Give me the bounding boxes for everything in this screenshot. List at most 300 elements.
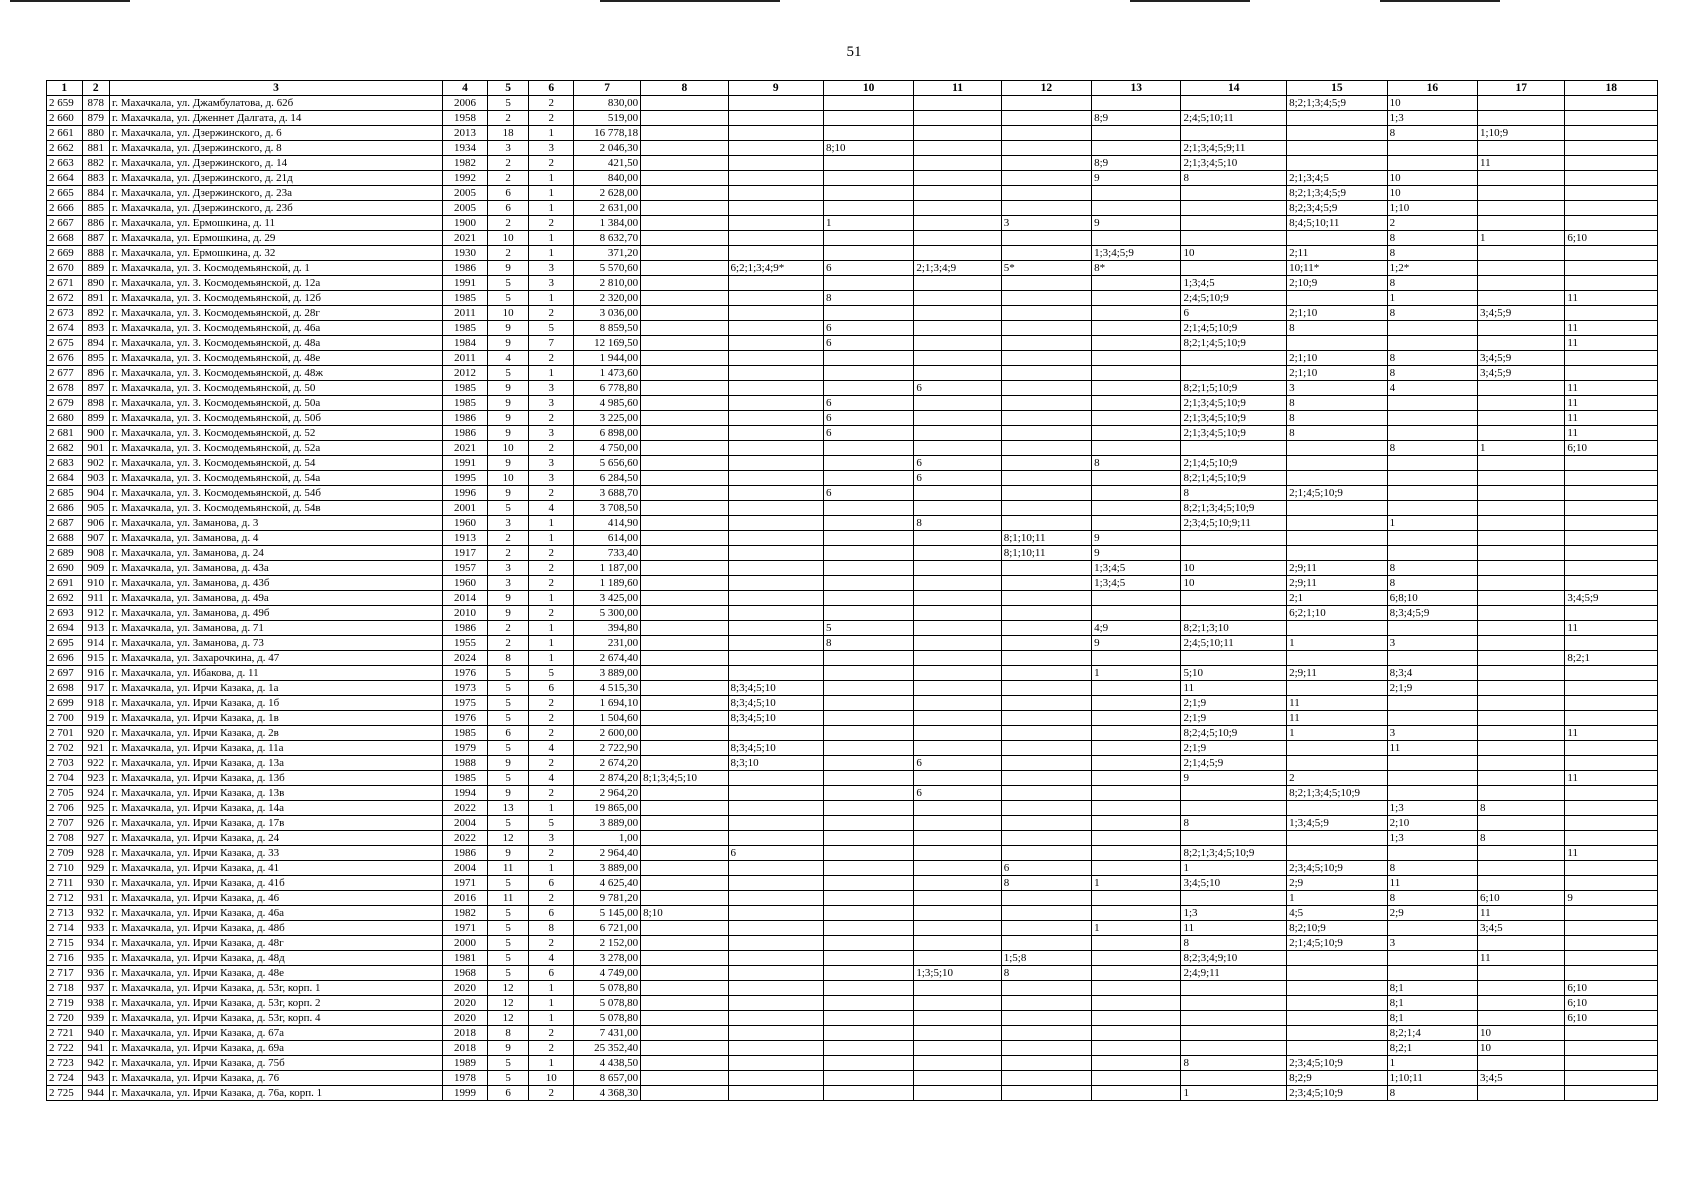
table-cell: 3;4;5;10 (1181, 876, 1287, 891)
table-cell: 8;2;1;5;10;9 (1181, 381, 1287, 396)
table-cell (1092, 906, 1181, 921)
table-cell: 1975 (443, 696, 488, 711)
table-cell: 12 (487, 996, 529, 1011)
table-cell: 8 (1181, 486, 1287, 501)
table-row (47, 276, 1658, 291)
table-cell: 5 (823, 621, 913, 636)
table-cell: 894 (82, 336, 109, 351)
table-cell: 936 (82, 966, 109, 981)
table-cell: 13 (487, 801, 529, 816)
table-cell: 2;1 (1287, 591, 1388, 606)
table-cell (641, 141, 728, 156)
table-cell (1565, 471, 1658, 486)
table-cell (914, 636, 1001, 651)
table-cell: 2 (529, 441, 574, 456)
table-cell (1001, 936, 1091, 951)
table-cell (1478, 246, 1565, 261)
table-cell: 8 (1287, 321, 1388, 336)
table-cell (641, 531, 728, 546)
table-cell (1001, 156, 1091, 171)
table-cell (641, 411, 728, 426)
table-cell: 4;9 (1092, 621, 1181, 636)
table-cell: 3 278,00 (574, 951, 641, 966)
table-cell: 10 (487, 306, 529, 321)
table-cell (728, 381, 823, 396)
table-cell (1478, 786, 1565, 801)
table-cell (641, 231, 728, 246)
table-cell (1092, 996, 1181, 1011)
table-cell (1092, 126, 1181, 141)
table-cell (1287, 621, 1388, 636)
table-cell: 2005 (443, 201, 488, 216)
table-cell (1565, 876, 1658, 891)
table-cell (1181, 126, 1287, 141)
table-cell: г. Махачкала, ул. Дзержинского, д. 14 (109, 156, 442, 171)
table-cell: 2 320,00 (574, 291, 641, 306)
column-header: 5 (487, 81, 529, 96)
table-cell: 915 (82, 651, 109, 666)
table-cell (641, 396, 728, 411)
table-cell (823, 246, 913, 261)
column-header: 7 (574, 81, 641, 96)
table-cell (728, 96, 823, 111)
table-cell (1287, 516, 1388, 531)
table-cell: 1900 (443, 216, 488, 231)
table-row (47, 786, 1658, 801)
table-cell (914, 681, 1001, 696)
table-cell: г. Махачкала, ул. Захарочкина, д. 47 (109, 651, 442, 666)
table-cell (1565, 1041, 1658, 1056)
table-cell (1001, 996, 1091, 1011)
table-cell (914, 1041, 1001, 1056)
table-cell (823, 111, 913, 126)
table-cell: 1985 (443, 726, 488, 741)
table-cell (641, 1026, 728, 1041)
table-row (47, 171, 1658, 186)
table-cell: 1 189,60 (574, 576, 641, 591)
table-cell: 3;4;5 (1478, 921, 1565, 936)
table-row (47, 606, 1658, 621)
table-cell (1565, 1071, 1658, 1086)
table-cell (1001, 906, 1091, 921)
table-cell (1001, 201, 1091, 216)
table-cell (1478, 456, 1565, 471)
table-cell (823, 666, 913, 681)
table-cell (641, 126, 728, 141)
table-cell (1478, 471, 1565, 486)
table-cell: 2018 (443, 1026, 488, 1041)
table-cell: 2 722,90 (574, 741, 641, 756)
table-cell (1387, 456, 1477, 471)
table-cell (823, 771, 913, 786)
column-header: 10 (823, 81, 913, 96)
table-cell (823, 441, 913, 456)
table-cell (1092, 306, 1181, 321)
table-cell: 3 (487, 561, 529, 576)
table-cell: 19 865,00 (574, 801, 641, 816)
table-cell: 1978 (443, 1071, 488, 1086)
table-row (47, 1056, 1658, 1071)
table-cell: 2 687 (47, 516, 83, 531)
table-row (47, 861, 1658, 876)
table-cell: 1 944,00 (574, 351, 641, 366)
table-cell: 11 (1565, 726, 1658, 741)
table-cell (823, 276, 913, 291)
table-cell (641, 816, 728, 831)
table-cell (1181, 891, 1287, 906)
table-cell: 1 473,60 (574, 366, 641, 381)
table-cell: 1 (529, 651, 574, 666)
table-cell: 2 668 (47, 231, 83, 246)
table-cell (641, 831, 728, 846)
table-cell: 371,20 (574, 246, 641, 261)
table-cell: 6 (823, 396, 913, 411)
table-cell: 2 (529, 411, 574, 426)
table-cell (823, 696, 913, 711)
table-cell (1387, 756, 1477, 771)
table-cell: г. Махачкала, ул. Ирчи Казака, д. 48б (109, 921, 442, 936)
table-cell: 7 (529, 336, 574, 351)
table-cell: 2;1;9 (1387, 681, 1477, 696)
table-cell: 9 (487, 786, 529, 801)
column-header: 1 (47, 81, 83, 96)
table-cell: 2 711 (47, 876, 83, 891)
table-cell (1565, 126, 1658, 141)
table-cell: г. Махачкала, ул. З. Космодемьянской, д. 52 (109, 426, 442, 441)
table-cell: 8;4;5;10;11 (1287, 216, 1388, 231)
table-cell (1001, 111, 1091, 126)
table-cell: 1960 (443, 516, 488, 531)
table-cell: 9 (487, 426, 529, 441)
table-cell (823, 741, 913, 756)
table-cell: 2 722 (47, 1041, 83, 1056)
table-cell (1387, 396, 1477, 411)
table-cell (1001, 1026, 1091, 1041)
table-cell: 1985 (443, 291, 488, 306)
table-cell: г. Махачкала, ул. Заманова, д. 43а (109, 561, 442, 576)
table-cell: 11 (1565, 846, 1658, 861)
table-cell (914, 291, 1001, 306)
table-cell (1387, 411, 1477, 426)
table-row (47, 201, 1658, 216)
table-cell (914, 546, 1001, 561)
table-cell: г. Махачкала, ул. З. Космодемьянской, д. 48а (109, 336, 442, 351)
table-cell: 940 (82, 1026, 109, 1041)
table-cell: 891 (82, 291, 109, 306)
table-cell (1387, 846, 1477, 861)
table-cell (914, 486, 1001, 501)
table-cell: 6 (487, 726, 529, 741)
table-cell: 1 187,00 (574, 561, 641, 576)
table-cell (1092, 981, 1181, 996)
table-cell: 8;3;4;5;9 (1387, 606, 1477, 621)
table-cell: 1;10;9 (1478, 126, 1565, 141)
table-cell: 2000 (443, 936, 488, 951)
table-cell: 1 (1387, 1056, 1477, 1071)
table-cell: 878 (82, 96, 109, 111)
table-cell (914, 1026, 1001, 1041)
table-cell (1181, 651, 1287, 666)
table-cell: 2 713 (47, 906, 83, 921)
table-cell (1092, 861, 1181, 876)
table-cell: 2;4;5;10;11 (1181, 111, 1287, 126)
table-cell: г. Махачкала, ул. Дзержинского, д. 23а (109, 186, 442, 201)
table-cell (1001, 486, 1091, 501)
table-cell: 6 (728, 846, 823, 861)
column-header: 12 (1001, 81, 1091, 96)
table-cell: 9 (487, 846, 529, 861)
table-cell: 2 723 (47, 1056, 83, 1071)
table-cell (823, 171, 913, 186)
table-cell (728, 591, 823, 606)
table-cell: 6 (529, 681, 574, 696)
table-cell: г. Махачкала, ул. З. Космодемьянской, д. 50 (109, 381, 442, 396)
table-cell: г. Махачкала, ул. Ирчи Казака, д. 48д (109, 951, 442, 966)
table-cell (1565, 666, 1658, 681)
table-cell: 10 (1181, 246, 1287, 261)
table-cell (1565, 456, 1658, 471)
table-cell (1092, 1026, 1181, 1041)
table-cell: 8 (1387, 576, 1477, 591)
table-cell: 900 (82, 426, 109, 441)
table-cell: 8 859,50 (574, 321, 641, 336)
table-cell: 2001 (443, 501, 488, 516)
table-cell (914, 666, 1001, 681)
table-cell (914, 201, 1001, 216)
table-cell (1287, 501, 1388, 516)
table-cell: 3;4;5 (1478, 1071, 1565, 1086)
table-cell (1092, 276, 1181, 291)
table-cell: 3;4;5;9 (1478, 366, 1565, 381)
table-cell (1092, 501, 1181, 516)
table-cell (1287, 231, 1388, 246)
table-cell: 6 (914, 756, 1001, 771)
table-cell: 9 (487, 336, 529, 351)
table-cell (1565, 516, 1658, 531)
table-cell: 3 425,00 (574, 591, 641, 606)
table-cell (1092, 801, 1181, 816)
table-cell (728, 396, 823, 411)
table-cell (728, 411, 823, 426)
table-cell: 2 696 (47, 651, 83, 666)
table-cell: 4;5 (1287, 906, 1388, 921)
table-cell: 2;1;3;4;9 (914, 261, 1001, 276)
table-cell (823, 831, 913, 846)
table-cell: 3 (529, 396, 574, 411)
table-cell (1387, 546, 1477, 561)
table-cell (1478, 561, 1565, 576)
table-row (47, 381, 1658, 396)
table-cell: г. Махачкала, ул. Ирчи Казака, д. 48г (109, 936, 442, 951)
table-cell (1092, 846, 1181, 861)
table-cell (914, 351, 1001, 366)
table-row (47, 846, 1658, 861)
table-cell: 8 (1001, 876, 1091, 891)
table-cell: 2;10 (1387, 816, 1477, 831)
table-cell: 2 676 (47, 351, 83, 366)
table-cell: 2 669 (47, 246, 83, 261)
table-row (47, 156, 1658, 171)
table-cell: г. Махачкала, ул. Заманова, д. 71 (109, 621, 442, 636)
table-row (47, 651, 1658, 666)
table-cell (641, 981, 728, 996)
table-cell (1287, 966, 1388, 981)
table-cell (1565, 351, 1658, 366)
table-cell: г. Махачкала, ул. З. Космодемьянской, д. 12б (109, 291, 442, 306)
table-cell: г. Махачкала, ул. Ирчи Казака, д. 11а (109, 741, 442, 756)
table-cell: 1 (529, 231, 574, 246)
table-cell: 8;2;9 (1287, 1071, 1388, 1086)
table-cell (1001, 171, 1091, 186)
table-cell: 9 (487, 381, 529, 396)
table-row (47, 306, 1658, 321)
table-cell (1565, 111, 1658, 126)
table-cell: 1;10;11 (1387, 1071, 1477, 1086)
table-cell: 5 570,60 (574, 261, 641, 276)
table-cell: 2 666 (47, 201, 83, 216)
table-cell (1001, 321, 1091, 336)
table-cell (914, 1086, 1001, 1101)
table-cell (1092, 231, 1181, 246)
table-cell (914, 186, 1001, 201)
table-cell (1181, 801, 1287, 816)
table-cell: 1 (529, 636, 574, 651)
table-cell: 926 (82, 816, 109, 831)
table-cell: 2 (529, 96, 574, 111)
table-cell (1565, 921, 1658, 936)
column-header: 18 (1565, 81, 1658, 96)
table-row (47, 711, 1658, 726)
table-cell: 5 (487, 666, 529, 681)
table-cell (1565, 261, 1658, 276)
table-cell: 2;1;3;4;5;10;9 (1181, 411, 1287, 426)
table-cell: 6 (529, 966, 574, 981)
table-cell: 8 (1387, 276, 1477, 291)
table-cell: 1 (529, 366, 574, 381)
table-cell: г. Махачкала, ул. Заманова, д. 49а (109, 591, 442, 606)
table-cell: 8;2;3;4;9;10 (1181, 951, 1287, 966)
column-header: 15 (1287, 81, 1388, 96)
table-cell (728, 471, 823, 486)
table-cell: 6 (914, 471, 1001, 486)
table-cell (1092, 741, 1181, 756)
table-cell: 2;1;4;5;9 (1181, 756, 1287, 771)
table-cell: 2;1;3;4;5;10;9 (1181, 396, 1287, 411)
table-cell (823, 846, 913, 861)
table-cell: 231,00 (574, 636, 641, 651)
table-cell (914, 411, 1001, 426)
table-cell: 2 706 (47, 801, 83, 816)
table-cell: 935 (82, 951, 109, 966)
table-cell: 8;9 (1092, 156, 1181, 171)
table-cell: 927 (82, 831, 109, 846)
table-cell: г. Махачкала, ул. Ирчи Казака, д. 76а, корп. 1 (109, 1086, 442, 1101)
table-cell (1565, 306, 1658, 321)
table-cell: 10 (1478, 1026, 1565, 1041)
table-cell: 8;2;4;5;10;9 (1181, 726, 1287, 741)
table-cell: 3 688,70 (574, 486, 641, 501)
table-cell (1478, 711, 1565, 726)
table-cell: 2016 (443, 891, 488, 906)
table-cell (1387, 321, 1477, 336)
table-cell: 934 (82, 936, 109, 951)
table-cell: 2011 (443, 351, 488, 366)
table-cell: 4 (487, 351, 529, 366)
table-cell (728, 606, 823, 621)
table-cell: 5 (487, 906, 529, 921)
table-cell (823, 756, 913, 771)
column-header: 8 (641, 81, 728, 96)
table-cell (728, 996, 823, 1011)
table-cell (1565, 171, 1658, 186)
table-cell (1092, 1071, 1181, 1086)
table-cell (1001, 276, 1091, 291)
table-cell: 1958 (443, 111, 488, 126)
table-row (47, 501, 1658, 516)
table-cell: 2013 (443, 126, 488, 141)
table-cell (1001, 621, 1091, 636)
table-cell (914, 501, 1001, 516)
table-cell (1478, 591, 1565, 606)
table-cell (1287, 1041, 1388, 1056)
table-row (47, 246, 1658, 261)
table-cell (914, 726, 1001, 741)
table-cell: 903 (82, 471, 109, 486)
table-cell (823, 156, 913, 171)
table-cell: 2;3;4;5;10;9 (1287, 1086, 1388, 1101)
table-cell: 6;2;1;10 (1287, 606, 1388, 621)
table-cell (1565, 711, 1658, 726)
table-row (47, 621, 1658, 636)
table-cell (1565, 246, 1658, 261)
table-cell (1565, 951, 1658, 966)
table-cell (641, 651, 728, 666)
table-cell: 2 679 (47, 396, 83, 411)
table-cell: 3 (487, 576, 529, 591)
table-cell: 6;10 (1565, 231, 1658, 246)
table-cell (1001, 141, 1091, 156)
table-row (47, 96, 1658, 111)
registry-table (46, 80, 1658, 1101)
table-cell: 5 078,80 (574, 981, 641, 996)
table-cell: г. Махачкала, ул. З. Космодемьянской, д. 54б (109, 486, 442, 501)
table-cell (914, 831, 1001, 846)
table-cell: 1913 (443, 531, 488, 546)
table-cell: 2 (529, 711, 574, 726)
table-cell (823, 1056, 913, 1071)
table-cell (823, 576, 913, 591)
table-cell: г. Махачкала, ул. Ирчи Казака, д. 41б (109, 876, 442, 891)
table-cell: 8* (1092, 261, 1181, 276)
table-cell: 10 (487, 441, 529, 456)
table-cell: 920 (82, 726, 109, 741)
table-cell (914, 1071, 1001, 1086)
table-row (47, 1041, 1658, 1056)
table-cell: 1;5;8 (1001, 951, 1091, 966)
table-cell: 2 (529, 786, 574, 801)
table-cell (1478, 636, 1565, 651)
table-cell (641, 456, 728, 471)
table-cell: 1;2* (1387, 261, 1477, 276)
table-cell (641, 876, 728, 891)
table-cell: 2 694 (47, 621, 83, 636)
table-cell: 840,00 (574, 171, 641, 186)
table-cell (1181, 606, 1287, 621)
table-cell: 8 (1092, 456, 1181, 471)
table-cell (641, 756, 728, 771)
table-cell: 5 (487, 696, 529, 711)
table-cell: 2 699 (47, 696, 83, 711)
